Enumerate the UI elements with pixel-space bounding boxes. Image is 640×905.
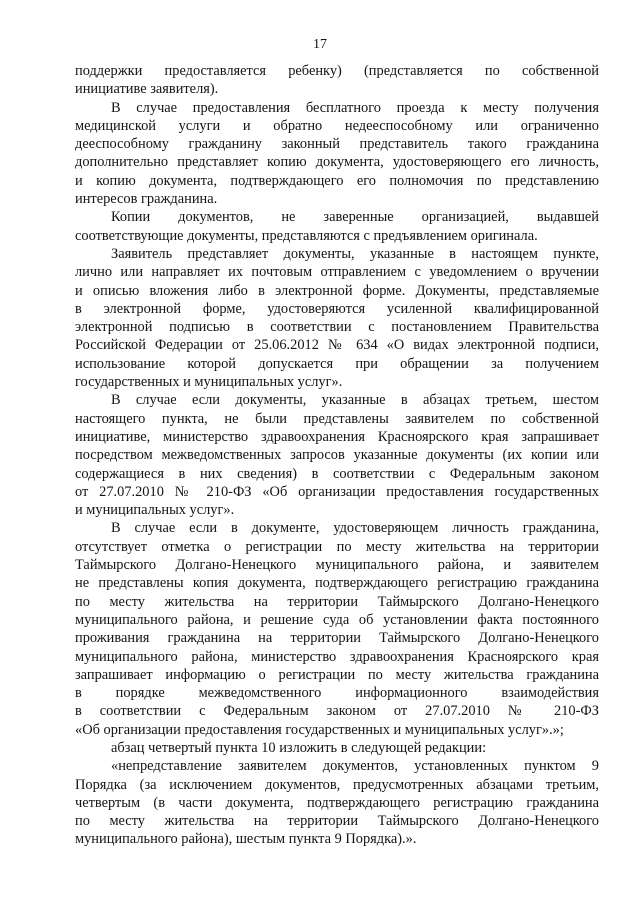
text-line: проживания гражданина на территории Таймырского Долгано-Ненецкого [75,630,599,647]
text-line: четвертым (в части документа, подтверждающего регистрацию гражданина [75,794,599,811]
text-line: Порядка (за исключением документов, предусмотренных абзацами третьим, [75,776,599,793]
text-line: «непредставление заявителем документов, установленных пунктом 9 [111,758,599,775]
text-line: лично или направляет их почтовым отправлением с уведомлением о вручении [75,264,599,281]
text-line: государственных и муниципальных услуг». [75,374,343,391]
text-line: Таймырского Долгано-Ненецкого муниципального района, и заявителем [75,557,599,574]
text-line: в соответствии с Федеральным законом от 27.07.2010 № 210-ФЗ [75,703,599,720]
text-line: муниципального района, министерство здравоохранения Красноярского края [75,648,599,665]
text-line: В случае если в документе, удостоверяющем личность гражданина, [111,520,599,537]
text-line: использование которой допускается при обращении за получением [75,355,599,372]
text-line: муниципального района, и решение суда об установлении факта постоянного [75,611,599,628]
paragraph [75,391,599,519]
text-line: В случае если документы, указанные в абзацах третьем, шестом [111,392,599,409]
text-line: поддержки предоставляется ребенку) (представляется по собственной [75,63,599,79]
paragraph [75,739,599,757]
text-line: запрашивает информацию о регистрации по месту жительства гражданина [75,666,599,683]
text-line: абзац четвертый пункта 10 изложить в следующей редакции: [111,739,487,756]
text-line: не представлены копия документа, подтверждающего регистрацию гражданина [75,575,599,592]
text-line: электронной подписью в соответствии с постановлением Правительства [75,319,599,336]
text-line: Заявитель представляет документы, указанные в настоящем пункте, [111,245,599,262]
text-line: Копии документов, не заверенные организацией, выдавшей [111,209,599,226]
text-line: в электронной форме, удостоверяются усиленной квалифицированной [75,300,599,317]
text-line: и муниципальных услуг». [75,502,235,519]
text-line: дееспособному гражданину законный представитель такого гражданина [75,136,599,153]
text-line: «Об организации предоставления государственных и муниципальных услуг».»; [75,721,564,738]
paragraph [75,208,599,245]
text-line: инициативе, министерство здравоохранения Красноярского края запрашивает [75,428,599,445]
text-line: и копию документа, подтверждающего его полномочия по представлению [75,172,599,189]
text-line: медицинской услуги и обратно недееспособному или ограниченно [75,117,599,134]
text-line: посредством межведомственных запросов указанные документы (их копии или [75,447,599,464]
paragraph [75,62,599,99]
text-line: отсутствует отметка о регистрации по месту жительства на территории [75,538,599,555]
paragraph [75,245,599,391]
paragraph [75,757,599,848]
text-line: и описью вложения либо в электронной форме. Документы, представляемые [75,282,599,299]
text-line: от 27.07.2010 № 210-ФЗ «Об организации предоставления государственных [75,483,599,500]
paragraph [75,519,599,739]
text-line: по месту жительства на территории Таймырского Долгано-Ненецкого [75,593,599,610]
text-line: Российской Федерации от 25.06.2012 № 634 «О видах электронной подписи, [75,337,599,354]
document-body [75,62,599,849]
text-line: настоящего пункта, не были представлены заявителем по собственной [75,410,599,427]
text-line: интересов гражданина. [75,191,218,208]
text-line: по месту жительства на территории Таймырского Долгано-Ненецкого [75,813,599,830]
text-line: дополнительно представляет копию документа, удостоверяющего его личность, [75,154,599,171]
paragraph [75,99,599,209]
text-line: соответствующие документы, представляются с предъявлением оригинала. [75,227,538,244]
page-number: 17 [313,37,327,52]
text-line: содержащиеся в них сведения) в соответствии с Федеральным законом [75,465,599,482]
text-line: инициативе заявителя). [75,81,219,98]
text-line: в порядке межведомственного информационного взаимодействия [75,685,599,702]
text-line: В случае предоставления бесплатного проезда к месту получения [111,99,599,116]
text-line: муниципального района), шестым пункта 9 Порядка).». [75,831,417,848]
